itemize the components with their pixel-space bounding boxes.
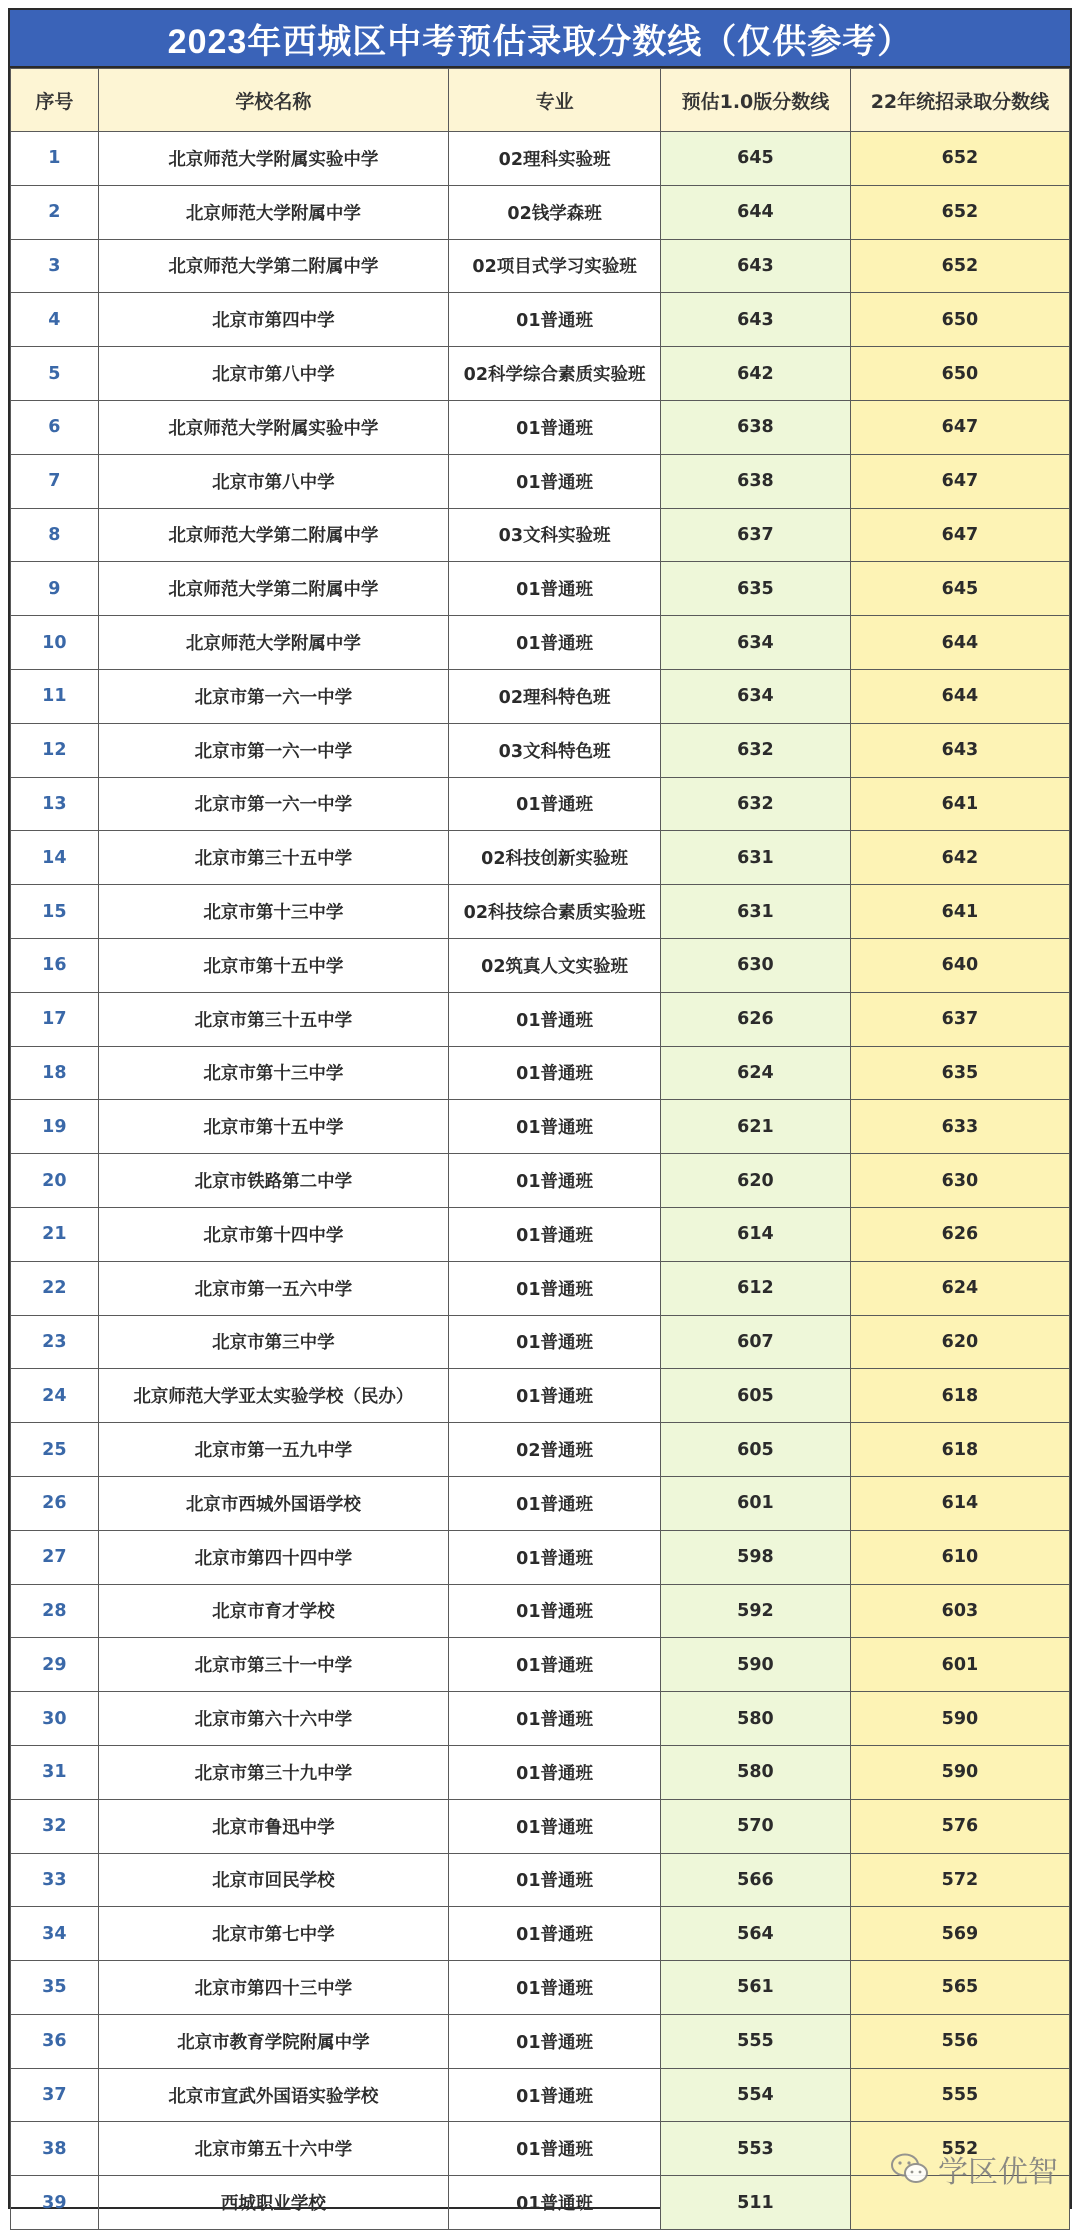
row-estimated-score: 621 [661,1100,851,1154]
row-school-name: 北京市第四十四中学 [98,1530,449,1584]
row-index: 9 [11,562,99,616]
row-index: 31 [11,1745,99,1799]
row-2022-score: 641 [850,777,1069,831]
row-2022-score: 647 [850,400,1069,454]
row-estimated-score: 638 [661,400,851,454]
row-2022-score: 652 [850,132,1069,186]
row-index: 13 [11,777,99,831]
row-program: 01普通班 [449,454,661,508]
row-program: 02项目式学习实验班 [449,239,661,293]
table-body [11,132,1070,2230]
row-2022-score: 576 [850,1799,1069,1853]
row-program: 01普通班 [449,777,661,831]
row-estimated-score: 632 [661,777,851,831]
row-index: 15 [11,885,99,939]
row-estimated-score: 605 [661,1369,851,1423]
row-estimated-score: 553 [661,2122,851,2176]
row-2022-score: 610 [850,1530,1069,1584]
watermark [890,2147,1058,2191]
header-row [11,69,1070,132]
row-school-name: 北京市第一六一中学 [98,669,449,723]
row-program: 01普通班 [449,1100,661,1154]
row-2022-score: 603 [850,1584,1069,1638]
row-school-name: 北京市第一五六中学 [98,1261,449,1315]
table-row [11,669,1070,723]
row-school-name: 北京市第三十五中学 [98,992,449,1046]
header-estimated-score: 预估1.0版分数线 [661,69,851,132]
row-index: 38 [11,2122,99,2176]
row-index: 20 [11,1154,99,1208]
row-index: 36 [11,2014,99,2068]
row-school-name: 北京市第三十五中学 [98,831,449,885]
row-school-name: 北京市育才学校 [98,1584,449,1638]
row-program: 02科技综合素质实验班 [449,885,661,939]
row-2022-score: 640 [850,938,1069,992]
row-index: 22 [11,1261,99,1315]
row-index: 39 [11,2176,99,2230]
row-estimated-score: 632 [661,723,851,777]
row-index: 3 [11,239,99,293]
row-estimated-score: 612 [661,1261,851,1315]
header-program: 专业 [449,69,661,132]
row-index: 7 [11,454,99,508]
row-index: 2 [11,185,99,239]
row-estimated-score: 630 [661,938,851,992]
row-index: 28 [11,1584,99,1638]
row-school-name: 西城职业学校 [98,2176,449,2230]
row-index: 27 [11,1530,99,1584]
row-estimated-score: 614 [661,1207,851,1261]
row-2022-score: 626 [850,1207,1069,1261]
row-index: 21 [11,1207,99,1261]
row-index: 17 [11,992,99,1046]
table-row [11,1100,1070,1154]
table-row [11,723,1070,777]
row-estimated-score: 607 [661,1315,851,1369]
row-program: 01普通班 [449,1315,661,1369]
row-program: 01普通班 [449,1046,661,1100]
row-school-name: 北京市西城外国语学校 [98,1476,449,1530]
row-school-name: 北京市第十四中学 [98,1207,449,1261]
table-row [11,239,1070,293]
row-2022-score: 643 [850,723,1069,777]
table-row [11,1476,1070,1530]
row-estimated-score: 631 [661,885,851,939]
table-row [11,1799,1070,1853]
row-estimated-score: 645 [661,132,851,186]
row-index: 1 [11,132,99,186]
row-2022-score: 642 [850,831,1069,885]
row-estimated-score: 624 [661,1046,851,1100]
row-2022-score: 569 [850,1907,1069,1961]
row-estimated-score: 605 [661,1423,851,1477]
row-program: 01普通班 [449,1961,661,2015]
row-2022-score: 620 [850,1315,1069,1369]
row-estimated-score: 644 [661,185,851,239]
row-program: 03文科实验班 [449,508,661,562]
row-school-name: 北京市第一六一中学 [98,723,449,777]
row-school-name: 北京师范大学附属中学 [98,185,449,239]
table-row [11,1369,1070,1423]
row-2022-score: 644 [850,669,1069,723]
row-2022-score: 590 [850,1692,1069,1746]
row-program: 01普通班 [449,1745,661,1799]
row-school-name: 北京市第七中学 [98,1907,449,1961]
row-program: 01普通班 [449,2176,661,2230]
row-program: 01普通班 [449,1692,661,1746]
score-table-frame [8,8,1072,2215]
row-estimated-score: 590 [661,1638,851,1692]
row-school-name: 北京师范大学第二附属中学 [98,562,449,616]
row-index: 4 [11,293,99,347]
table-row [11,454,1070,508]
row-school-name: 北京市第三十一中学 [98,1638,449,1692]
table-row [11,1853,1070,1907]
row-estimated-score: 634 [661,669,851,723]
row-program: 03文科特色班 [449,723,661,777]
row-index: 32 [11,1799,99,1853]
row-2022-score: 565 [850,1961,1069,2015]
row-2022-score: 644 [850,616,1069,670]
row-2022-score: 647 [850,454,1069,508]
row-program: 01普通班 [449,1369,661,1423]
table-row [11,185,1070,239]
table-row [11,1907,1070,1961]
row-school-name: 北京市第十三中学 [98,1046,449,1100]
row-school-name: 北京师范大学第二附属中学 [98,508,449,562]
table-row [11,132,1070,186]
row-2022-score: 614 [850,1476,1069,1530]
row-program: 01普通班 [449,2068,661,2122]
row-2022-score: 647 [850,508,1069,562]
wechat-icon [890,2152,930,2186]
row-index: 8 [11,508,99,562]
row-school-name: 北京师范大学附属实验中学 [98,132,449,186]
row-school-name: 北京师范大学附属中学 [98,616,449,670]
row-2022-score: 652 [850,185,1069,239]
row-index: 10 [11,616,99,670]
row-index: 19 [11,1100,99,1154]
row-school-name: 北京市第四十三中学 [98,1961,449,2015]
table-row [11,1315,1070,1369]
table-row [11,616,1070,670]
table-row [11,1638,1070,1692]
row-2022-score: 618 [850,1423,1069,1477]
row-estimated-score: 580 [661,1692,851,1746]
row-school-name: 北京市鲁迅中学 [98,1799,449,1853]
row-index: 24 [11,1369,99,1423]
table-row [11,1584,1070,1638]
row-index: 18 [11,1046,99,1100]
row-2022-score: 637 [850,992,1069,1046]
row-program: 02普通班 [449,1423,661,1477]
row-estimated-score: 634 [661,616,851,670]
row-school-name: 北京市第六十六中学 [98,1692,449,1746]
watermark-text: 学区优智 [938,2155,1058,2190]
row-school-name: 北京师范大学亚太实验学校（民办） [98,1369,449,1423]
row-estimated-score: 620 [661,1154,851,1208]
row-2022-score: 641 [850,885,1069,939]
row-2022-score: 556 [850,2014,1069,2068]
row-2022-score: 652 [850,239,1069,293]
row-index: 33 [11,1853,99,1907]
row-estimated-score: 626 [661,992,851,1046]
table-row [11,1692,1070,1746]
row-school-name: 北京市第十三中学 [98,885,449,939]
row-school-name: 北京市第一五九中学 [98,1423,449,1477]
row-2022-score: 572 [850,1853,1069,1907]
row-program: 02理科特色班 [449,669,661,723]
row-2022-score: 630 [850,1154,1069,1208]
row-school-name: 北京市宣武外国语实验学校 [98,2068,449,2122]
table-row [11,2014,1070,2068]
row-estimated-score: 511 [661,2176,851,2230]
row-estimated-score: 554 [661,2068,851,2122]
row-estimated-score: 601 [661,1476,851,1530]
row-index: 35 [11,1961,99,2015]
row-program: 01普通班 [449,2014,661,2068]
row-school-name: 北京市第五十六中学 [98,2122,449,2176]
row-program: 02理科实验班 [449,132,661,186]
row-school-name: 北京师范大学附属实验中学 [98,400,449,454]
row-program: 01普通班 [449,1207,661,1261]
row-index: 14 [11,831,99,885]
row-program: 02筑真人文实验班 [449,938,661,992]
row-school-name: 北京市回民学校 [98,1853,449,1907]
row-index: 5 [11,347,99,401]
table-row [11,938,1070,992]
row-estimated-score: 570 [661,1799,851,1853]
row-index: 11 [11,669,99,723]
row-estimated-score: 555 [661,2014,851,2068]
row-program: 02钱学森班 [449,185,661,239]
row-2022-score: 590 [850,1745,1069,1799]
row-index: 25 [11,1423,99,1477]
row-program: 01普通班 [449,1584,661,1638]
row-2022-score: 645 [850,562,1069,616]
row-estimated-score: 643 [661,239,851,293]
table-row [11,777,1070,831]
row-index: 30 [11,1692,99,1746]
row-school-name: 北京市铁路第二中学 [98,1154,449,1208]
row-school-name: 北京市第三十九中学 [98,1745,449,1799]
row-program: 01普通班 [449,2122,661,2176]
row-program: 01普通班 [449,616,661,670]
table-row [11,1046,1070,1100]
table-row [11,831,1070,885]
table-row [11,992,1070,1046]
row-school-name: 北京市第八中学 [98,347,449,401]
row-estimated-score: 566 [661,1853,851,1907]
row-estimated-score: 580 [661,1745,851,1799]
row-estimated-score: 637 [661,508,851,562]
row-program: 01普通班 [449,1638,661,1692]
row-estimated-score: 598 [661,1530,851,1584]
row-program: 01普通班 [449,400,661,454]
row-estimated-score: 631 [661,831,851,885]
table-row [11,885,1070,939]
row-program: 01普通班 [449,1907,661,1961]
table-row [11,1745,1070,1799]
row-2022-score: 618 [850,1369,1069,1423]
table-row [11,1154,1070,1208]
row-index: 16 [11,938,99,992]
row-index: 34 [11,1907,99,1961]
table-row [11,400,1070,454]
row-estimated-score: 561 [661,1961,851,2015]
table-row [11,1261,1070,1315]
table-row [11,1207,1070,1261]
row-school-name: 北京市第四中学 [98,293,449,347]
row-index: 6 [11,400,99,454]
row-2022-score: 601 [850,1638,1069,1692]
row-program: 01普通班 [449,1154,661,1208]
row-school-name: 北京师范大学第二附属中学 [98,239,449,293]
row-estimated-score: 643 [661,293,851,347]
row-school-name: 北京市第十五中学 [98,1100,449,1154]
row-index: 12 [11,723,99,777]
row-program: 01普通班 [449,1530,661,1584]
row-school-name: 北京市第三中学 [98,1315,449,1369]
header-school-name: 学校名称 [98,69,449,132]
score-table [10,68,1070,2230]
table-row [11,347,1070,401]
row-program: 02科学综合素质实验班 [449,347,661,401]
row-estimated-score: 564 [661,1907,851,1961]
header-index: 序号 [11,69,99,132]
row-estimated-score: 635 [661,562,851,616]
row-2022-score: 633 [850,1100,1069,1154]
row-2022-score: 650 [850,293,1069,347]
row-estimated-score: 592 [661,1584,851,1638]
table-row [11,1530,1070,1584]
row-school-name: 北京市第十五中学 [98,938,449,992]
table-row [11,508,1070,562]
row-school-name: 北京市第一六一中学 [98,777,449,831]
table-row [11,1423,1070,1477]
row-estimated-score: 642 [661,347,851,401]
table-row [11,562,1070,616]
row-index: 23 [11,1315,99,1369]
table-row [11,2068,1070,2122]
row-2022-score: 555 [850,2068,1069,2122]
row-program: 01普通班 [449,562,661,616]
row-estimated-score: 638 [661,454,851,508]
row-program: 01普通班 [449,293,661,347]
row-program: 01普通班 [449,1476,661,1530]
row-program: 02科技创新实验班 [449,831,661,885]
row-program: 01普通班 [449,992,661,1046]
row-2022-score: 624 [850,1261,1069,1315]
row-index: 37 [11,2068,99,2122]
table-row [11,293,1070,347]
table-row [11,1961,1070,2015]
table-title: 2023年西城区中考预估录取分数线（仅供参考） [10,10,1070,68]
row-index: 29 [11,1638,99,1692]
row-school-name: 北京市第八中学 [98,454,449,508]
row-2022-score: 650 [850,347,1069,401]
row-program: 01普通班 [449,1799,661,1853]
row-program: 01普通班 [449,1261,661,1315]
row-2022-score: 635 [850,1046,1069,1100]
row-2022-score: 552 [850,2122,1069,2176]
row-school-name: 北京市教育学院附属中学 [98,2014,449,2068]
row-program: 01普通班 [449,1853,661,1907]
row-index: 26 [11,1476,99,1530]
header-2022-score: 22年统招录取分数线 [850,69,1069,132]
